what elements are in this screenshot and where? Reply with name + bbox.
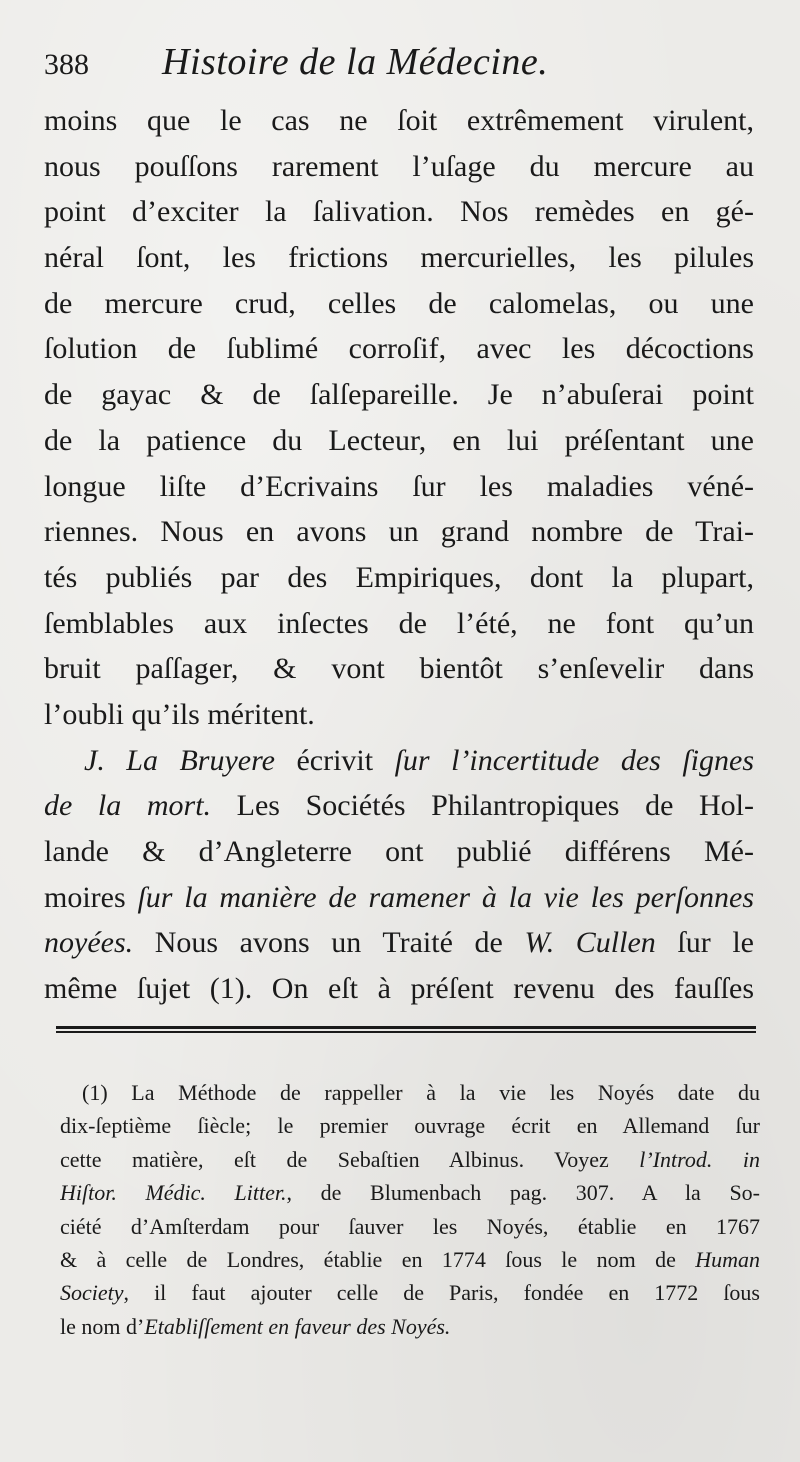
paragraph-2-line-1 bbox=[44, 738, 754, 784]
footnote bbox=[60, 1076, 760, 1343]
page-number: 388 bbox=[44, 48, 89, 81]
author-name: W. Cullen bbox=[524, 926, 656, 960]
paragraph-2-line-3: lande & d’Angleterre ont publié différens Mé- bbox=[44, 835, 754, 868]
body-line: moins que le cas ne ſoit extrêmement virulent, bbox=[44, 104, 754, 137]
body-line: de mercure crud, celles de calomelas, ou une bbox=[44, 286, 754, 320]
paragraph-2-line-4 bbox=[44, 875, 754, 921]
society-name: Society bbox=[60, 1280, 124, 1306]
paragraph-2-line-5 bbox=[44, 920, 754, 966]
text-run: Nous avons un Traité de bbox=[154, 926, 503, 960]
footnote-line: ciété d’Amſterdam pour ſauver les Noyés, établie en 1767 bbox=[60, 1213, 760, 1239]
running-title: Histoire de la Médecine. bbox=[162, 41, 549, 83]
body-line: de gayac & de ſalſepareille. Je n’abuſerai point bbox=[44, 378, 754, 412]
page-header bbox=[44, 40, 744, 96]
body-text bbox=[44, 98, 754, 1012]
work-title: Hiſtor. Médic. Litter. bbox=[60, 1180, 287, 1206]
footnote-line bbox=[60, 1310, 760, 1343]
work-title: de la mort. bbox=[44, 789, 212, 823]
work-title: noyées. bbox=[44, 926, 134, 960]
text-run: moires bbox=[44, 880, 126, 914]
text-run: , il faut ajouter celle de Paris, fondée en 1772 ſous bbox=[123, 1280, 760, 1306]
body-line: point d’exciter la ſalivation. Nos remèdes en gé- bbox=[44, 195, 754, 229]
work-title: l’Introd. in bbox=[639, 1146, 760, 1172]
paragraph-2-line-6: même ſujet (1). On eſt à préſent revenu des fauſſes bbox=[44, 972, 754, 1006]
body-line: nous pouſſons rarement l’uſage du mercure au bbox=[44, 149, 754, 183]
body-line: néral ſont, les frictions mercurielles, les pilules bbox=[44, 241, 754, 275]
footnote-rule bbox=[56, 1026, 756, 1033]
body-line: tés publiés par des Empiriques, dont la plupart, bbox=[44, 560, 754, 594]
body-line: bruit paſſager, & vont bientôt s’enſevelir dans bbox=[44, 652, 754, 686]
body-line: ſemblables aux inſectes de l’été, ne font qu’un bbox=[44, 606, 754, 640]
body-line: l’oubli qu’ils méritent. bbox=[44, 697, 315, 731]
body-line: de la patience du Lecteur, en lui préſentant une bbox=[44, 423, 754, 457]
text-run: , de Blumenbach pag. 307. A la So- bbox=[286, 1180, 760, 1206]
footnote-line bbox=[60, 1276, 760, 1309]
footnote-line bbox=[60, 1143, 760, 1176]
footnote-line: dix-ſeptième ſiècle; le premier ouvrage écrit en Allemand ſur bbox=[60, 1113, 760, 1139]
text-run: ſur le bbox=[677, 926, 754, 960]
footnote-line bbox=[60, 1176, 760, 1209]
paragraph-2-line-2 bbox=[44, 783, 754, 829]
text-run: Les Sociétés Philantropiques de Hol- bbox=[236, 789, 754, 823]
body-line: riennes. Nous en avons un grand nombre de Trai- bbox=[44, 515, 754, 549]
author-name: J. La Bruyere bbox=[84, 743, 275, 777]
body-line: longue liſte d’Ecrivains ſur les maladies véné- bbox=[44, 469, 754, 503]
institution-name: Etabliſſement en faveur des Noyés. bbox=[144, 1313, 451, 1339]
text-run: le nom d’ bbox=[60, 1313, 145, 1339]
text-run: cette matière, eſt de Sebaſtien Albinus. Voyez bbox=[60, 1146, 609, 1172]
text-run: écrivit bbox=[296, 743, 374, 777]
footnote-line: (1) La Méthode de rappeller à la vie les Noyés date du bbox=[82, 1080, 760, 1105]
footnote-line bbox=[60, 1243, 760, 1276]
society-name: Human bbox=[695, 1246, 760, 1272]
text-run: & à celle de Londres, établie en 1774 ſous le nom de bbox=[60, 1246, 676, 1272]
work-title: ſur la manière de ramener à la vie les perſonnes bbox=[137, 880, 754, 914]
work-title: ſur l’incertitude des ſignes bbox=[394, 743, 754, 777]
body-line: ſolution de ſublimé corroſif, avec les décoctions bbox=[44, 332, 754, 366]
